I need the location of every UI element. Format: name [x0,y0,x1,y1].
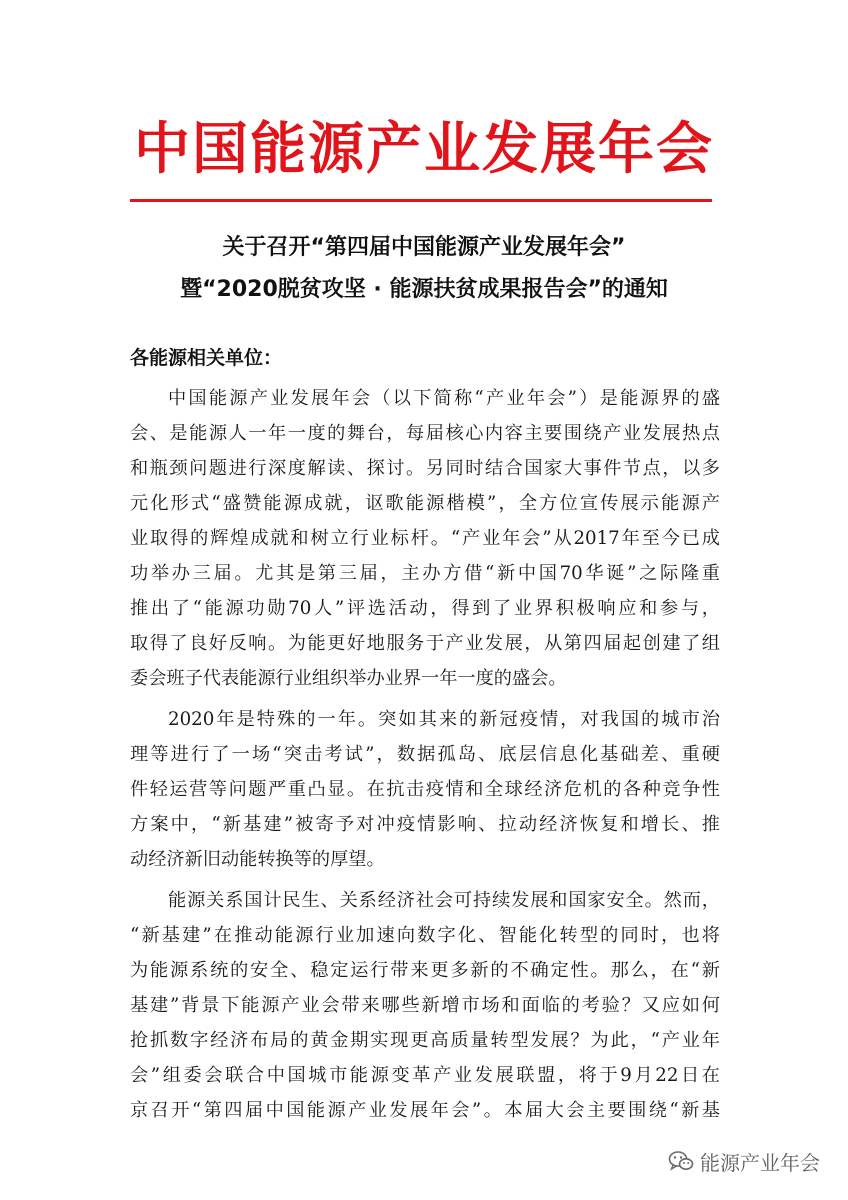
body-line: 业取得的辉煌成就和树立行业标杆。“产业年会”从2017年至今已成 [130,528,720,549]
body-line: 会、是能源人一年一度的舞台，每届核心内容主要围绕产业发展热点 [130,423,720,444]
body-line: 取得了良好反响。为能更好地服务于产业发展，从第四届起创建了组 [130,633,720,654]
body-line: 功举办三届。尤其是第三届，主办方借“新中国70华诞”之际隆重 [130,563,720,584]
body-line: 基建”背景下能源产业会带来哪些新增市场和面临的考验？又应如何 [130,995,720,1016]
body-line: 动经济新旧动能转换等的厚望。 [130,849,385,870]
wechat-account-watermark [668,1146,820,1176]
notice-title-line-1: 关于召开“第四届中国能源产业发展年会” [222,235,626,260]
body-line: “新基建”在推动能源行业加速向数字化、智能化转型的同时，也将 [130,925,720,946]
body-line: 和瓶颈问题进行深度解读、探讨。另同时结合国家大事件节点，以多 [130,458,720,479]
body-line: 方案中，“新基建”被寄予对冲疫情影响、拉动经济恢复和增长、推 [130,814,720,835]
body-line: 抢抓数字经济布局的黄金期实现更高质量转型发展？为此，“产业年 [130,1030,720,1051]
body-line: 中国能源产业发展年会（以下简称“产业年会”）是能源界的盛 [168,388,720,409]
body-line: 委会班子代表能源行业组织举办业界一年一度的盛会。 [130,668,567,689]
body-line: 为能源系统的安全、稳定运行带来更多新的不确定性。那么，在“新 [130,960,720,981]
body-line: 2020年是特殊的一年。突如其来的新冠疫情，对我国的城市治 [168,709,720,730]
salutation: 各能源相关单位： [130,347,283,369]
body-line: 元化形式“盛赞能源成就，讴歌能源楷模”，全方位宣传展示能源产 [130,493,720,514]
body-line: 能源关系国计民生、关系经济社会可持续发展和国家安全。然而， [168,890,720,911]
body-line: 推出了“能源功勋70人”评选活动，得到了业界积极响应和参与， [130,598,720,619]
body-line: 京召开“第四届中国能源产业发展年会”。本届大会主要围绕“新基 [130,1100,720,1121]
masthead-rule [130,199,712,202]
wechat-icon [668,1150,694,1172]
masthead-title: 中国能源产业发展年会 [134,117,714,182]
body-line: 理等进行了一场“突击考试”，数据孤岛、底层信息化基础差、重硬 [130,744,720,765]
body-line: 会”组委会联合中国城市能源变革产业发展联盟，将于9月22日在 [130,1065,720,1086]
notice-body [130,381,720,1128]
notice-title-line-2: 暨“2020脱贫攻坚 · 能源扶贫成果报告会”的通知 [180,277,668,302]
account-name: 能源产业年会 [700,1150,820,1175]
body-line: 件轻运营等问题严重凸显。在抗击疫情和全球经济危机的各种竞争性 [130,779,720,800]
